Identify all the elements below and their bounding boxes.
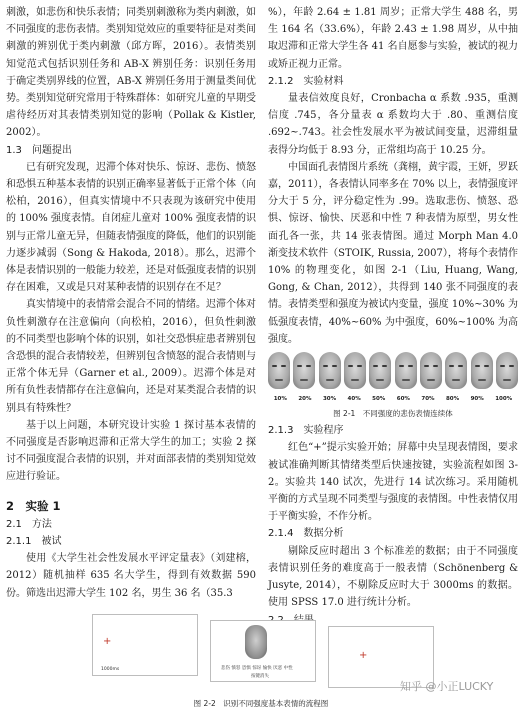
subsection-heading: 2.1.1 被试 [6,535,62,547]
intensity-label: 40% [347,396,361,403]
face-image [496,352,518,389]
face-strip [268,352,518,390]
intensity-label: 80% [445,396,460,403]
paragraph: 真实情境中的表情常会混合不同的情绪。迟滞个体对负性刺激存在注意偏向（向松柏，2016），但负性刺激的不同类型也影响个体的识别，如社交恐惧症患者辨别包含恐惧的混合表情较差，但辨别包含愤怒的混合表情则与正常个体无异（Garner et al., 2009）。迟滞个体是对所有负性表情都存在注意偏向，还是对某类混合表情的识别具有特殊性？ [6,299,256,414]
face-image [369,352,391,389]
paragraph: 已有研究发现，迟滞个体对快乐、惊讶、悲伤、愤怒和恐惧五种基本表情的识别正确率显著低于正常个体（向松柏，2016），但真实情境中不只表现为该研究中使用的 100% 强度表情。自闭症儿童对 100% 强度表情的识别与正常儿童无异，但随表情强度的降低，他们的识别能力逐步减弱（Song & Hakoda, 2018）。那么，迟滞个体是表情识别的一般能力较差，还是对低强度表情的识别存在困难，又或是只对某种表情的识别存在不足？ [6,161,256,294]
intensity-label: 100% [495,396,513,403]
face-image [445,352,467,389]
fixation-cross-icon: + [359,650,368,661]
face-image [293,352,315,389]
face-intensity-labels [268,391,518,408]
paragraph: 剔除反应时超出 3 个标准差的数据；由于不同强度表情识别任务的难度高于一般表情（Schönenberg & Jusyte, 2014），不剔除反应时大于 3000ms 的数据。使用 SPSS 17.0 进行统计分析。 [268,545,518,609]
duration-label: 1000ms [101,667,120,672]
fixation-screen [92,614,198,676]
face-image [420,352,442,389]
intensity-label: 50% [372,396,386,403]
paragraph: 红色“+”提示实验开始；屏幕中央呈现表情图，要求被试准确判断其情绪类型后快速按键，实验流程如图 3-2。实验共 140 试次，先进行 14 试次练习。采用随机平衡的方式呈现不同类型与强度的表情图。中性表情仅用于平衡实验，不作分析。 [268,442,518,523]
section-heading: 1.3 问题提出 [6,144,72,156]
face-image [395,352,417,389]
right-column [268,4,518,629]
subsection-heading: 2.1.2 实验材料 [268,75,344,87]
watermark-text: 知乎 @小正LUCKY [400,680,494,693]
section-heading: 2.1 方法 [6,518,52,530]
intensity-label: 90% [470,396,484,403]
figure-caption: 图 2-2 识别不同强度基本表情的流程图 [193,699,329,708]
experiment-heading: 2 实验 1 [6,498,61,513]
paragraph: 量表信效度良好，Cronbacha α 系数 .935，重测信度 .745，各分量表 α 系数均大于 .80、重测信度 .692~.743。社会性发展水平为被试间变量，迟滞组量表得分均低于 8.93 分，正常组均高于 10.25 分。 [268,93,518,156]
intensity-label: 70% [421,396,435,403]
face-image [268,352,290,389]
face-image [344,352,366,389]
fixation-cross-icon: + [103,636,112,647]
paragraph: 刺激，如悲伤和快乐表情；同类别刺激称为类内刺激，如不同强度的悲伤表情。类别知觉效应的重要特征是对类间刺激的辨别优于类内刺激（邱方晖，2016）。表情类别知觉范式包括识别任务和 AB-X 辨别任务：识别任务用于确定类别界线的位置，AB-X 辨别任务用于测量类间优势。类别知觉研究常用于特殊群体：如研究儿童的早期受虐待经历对其表情类别知觉的影响（Pollak & Kistler, 2002）。 [6,7,256,139]
face-image [245,625,267,659]
watermark [400,678,493,694]
response-label: 按键消失 [251,674,269,679]
paragraph: 中国面孔表情图片系统（龚栩，黄宇霞，王妍，罗跃嘉，2011），各表情认同率多在 70% 以上，表情强度评分大于 5 分，评分稳定性为 .99。选取悲伤、愤怒、恐惧、惊讶、愉快、厌恶和中性 7 种表情为原型，男女性面孔各一张，共 14 张表情图。通过 Morph Man 4.0 渐变技术软件（STOIK, Russia, 2007），将每个表情作 10% 的物理变化，如图 2-1（Liu, Huang, Wang, Gong, & Chan, 2012），共得到 140 张不同强度的表情。表情类型和强度为被试内变量，强度 10%~30% 为低强度表情，40%~60% 为中强度，60%~100% 为高强度。 [268,161,518,345]
stimulus-screen [210,620,316,682]
intensity-label: 60% [396,396,410,403]
paragraph: 使用《大学生社会性发展水平评定量表》（刘建榕，2012）随机抽样 635 名大学生，得到有效数据 590 份。筛选出迟滞大学生 102 名，男生 36 名（35.3 [6,553,256,599]
face-image [471,352,493,389]
intensity-label: 30% [322,396,337,403]
subsection-heading: 2.1.3 实验程序 [268,425,344,437]
intensity-label: 10% [273,396,287,403]
paragraph: %），年龄 2.64 ± 1.81 周岁；正常大学生 488 名，男生 164 名（33.6%），年龄 2.43 ± 1.98 周岁，从中抽取迟滞和正常大学生各 41 名自愿参与实验，被试的视力或矫正视力正常。 [268,7,518,70]
paragraph: 基于以上问题，本研究设计实验 1 探讨基本表情的不同强度是否影响迟滞和正常大学生的加工；实验 2 探讨不同强度混合表情的识别，并对面部表情的类别知觉效应进行验证。 [6,419,256,483]
left-column [6,4,256,602]
subsection-heading: 2.1.4 数据分析 [268,528,344,540]
response-options: 悲伤 愤怒 恐惧 惊讶 愉快 厌恶 中性 [221,666,293,671]
intensity-label: 20% [298,396,312,403]
figure-caption: 图 2-1 不同强度的悲伤表情连续体 [333,409,453,419]
figure-2-2 [92,614,432,688]
figure-2-1 [268,352,518,420]
face-image [319,352,341,389]
